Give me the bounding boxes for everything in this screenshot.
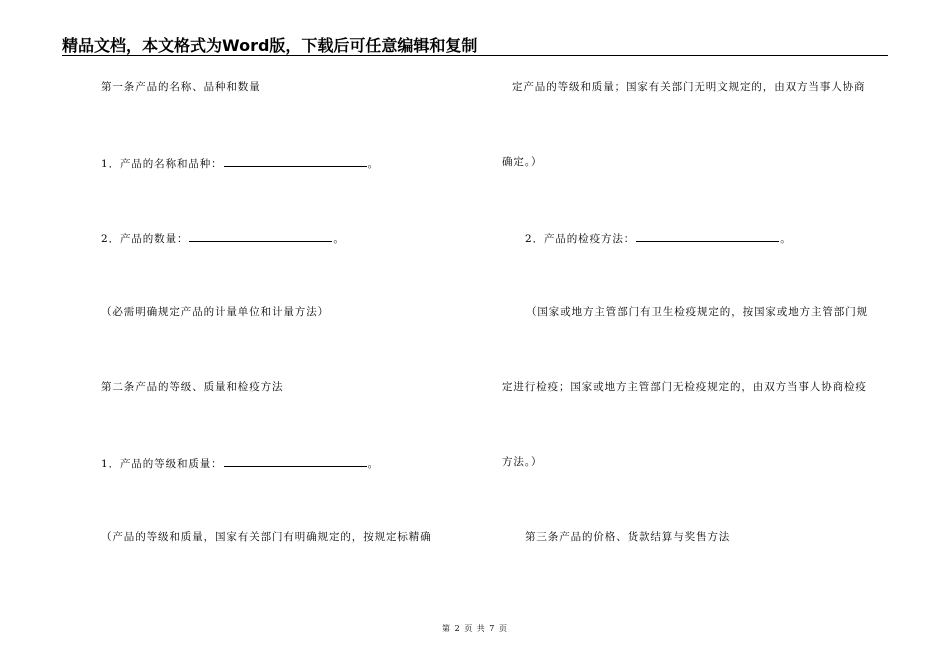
note-quantity-units: （必需明确规定产品的计量单位和计量方法）	[101, 306, 329, 318]
item-inspection-method-label: 2．产品的检疫方法：	[525, 233, 636, 245]
article2-title: 第二条产品的等级、质量和检疫方法	[101, 381, 284, 393]
item-inspection-method-end: 。	[780, 233, 792, 245]
header-divider	[62, 55, 888, 56]
product-quantity-blank[interactable]	[189, 230, 332, 242]
item-product-quantity-label: 2．产品的数量：	[101, 233, 189, 245]
item-inspection-method	[525, 230, 792, 246]
right-text-line-2: 确定。）	[502, 156, 543, 168]
right-text-line-3: （国家或地方主管部门有卫生检疫规定的，按国家或地方主管部门规	[526, 306, 868, 318]
article1-title: 第一条产品的名称、品种和数量	[101, 81, 261, 93]
page-number: 第 2 页 共 7 页	[442, 624, 508, 633]
item-product-grade-label: 1．产品的等级和质量：	[101, 458, 223, 470]
right-text-line-1: 定产品的等级和质量；国家有关部门无明文规定的，由双方当事人协商	[512, 81, 866, 93]
item-product-quantity-end: 。	[333, 233, 345, 245]
product-grade-blank[interactable]	[224, 455, 367, 467]
article3-title: 第三条产品的价格、货款结算与奖售方法	[525, 531, 731, 543]
item-product-quantity	[101, 230, 345, 246]
item-product-grade-end: 。	[367, 458, 379, 470]
note-grade-standard: （产品的等级和质量，国家有关部门有明确规定的，按规定标精确	[101, 531, 432, 543]
item-product-name	[101, 155, 379, 171]
inspection-method-blank[interactable]	[636, 230, 779, 242]
item-product-name-label: 1．产品的名称和品种：	[101, 158, 223, 170]
page-header-title: 精品文档，本文格式为Word版，下载后可任意编辑和复制	[62, 36, 478, 55]
product-name-blank[interactable]	[224, 155, 367, 167]
item-product-name-end: 。	[367, 158, 379, 170]
right-text-line-5: 方法。）	[502, 456, 543, 468]
item-product-grade	[101, 455, 379, 471]
right-text-line-4: 定进行检疫；国家或地方主管部门无检疫规定的，由双方当事人协商检疫	[502, 381, 867, 393]
